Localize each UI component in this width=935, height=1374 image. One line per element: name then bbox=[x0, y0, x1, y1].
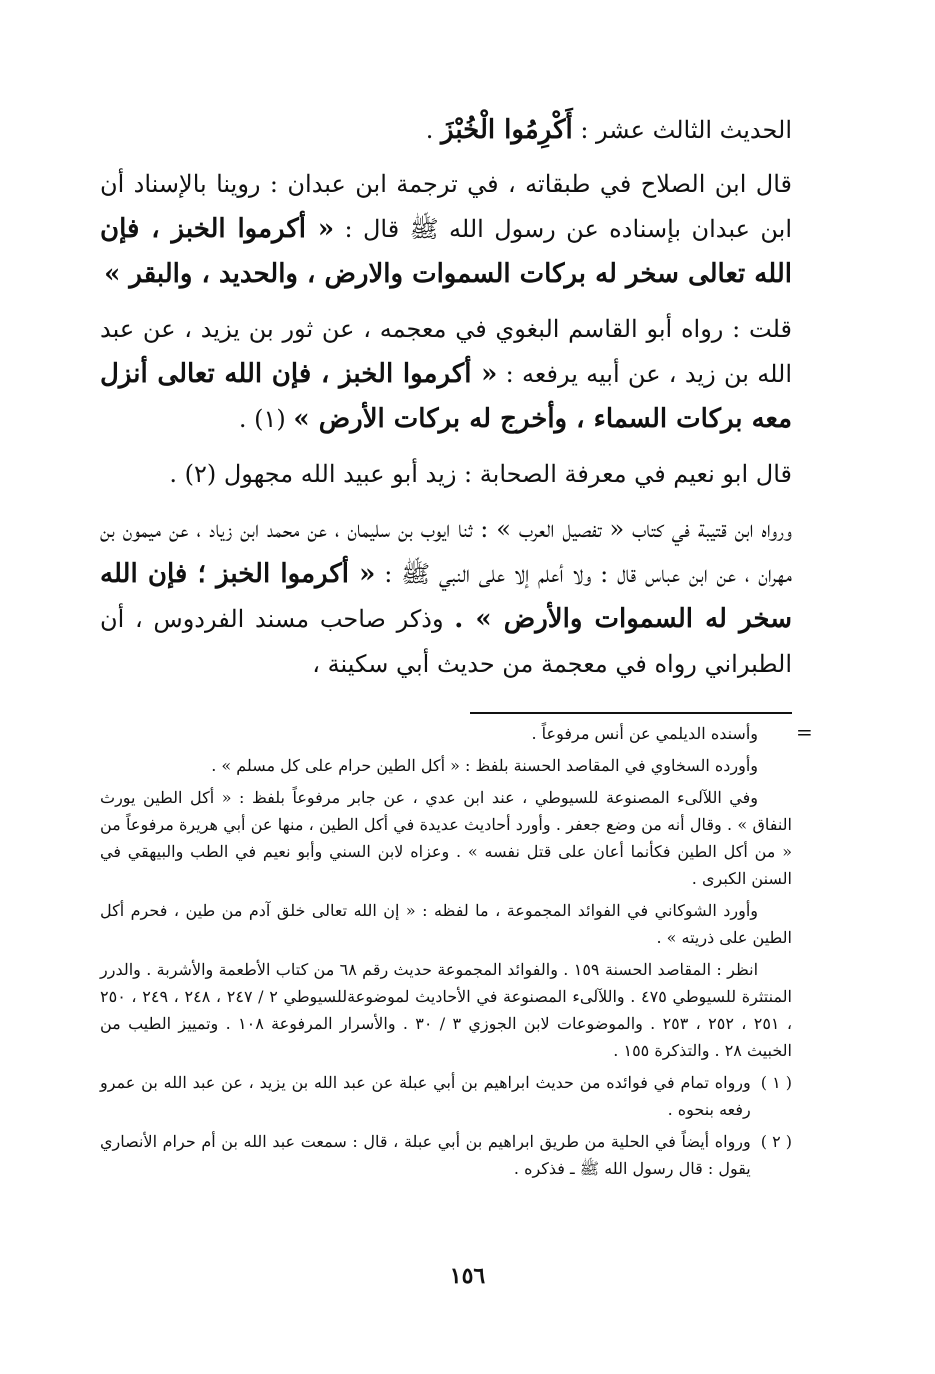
footnote-number: ( ١ ) bbox=[760, 1073, 792, 1092]
footnote-line: وأورد الشوكاني في الفوائد المجموعة ، ما لفظه : « إن الله تعالى خلق آدم من طين ، فحرم أكل الطين على ذريته » . bbox=[100, 901, 792, 947]
main-text bbox=[100, 108, 792, 697]
hadith-heading bbox=[100, 108, 792, 152]
hadith-quote: « أكرموا الخبز ؛ فإن الله سخر له السموات والأرض » . bbox=[100, 559, 792, 634]
heading-intro: الحديث الثالث عشر : bbox=[572, 116, 792, 144]
hadith-quote: « أكرموا الخبز ، فإن الله تعالى سخر له بركات السموات والارض ، والحديد ، والبقر » bbox=[100, 214, 792, 289]
paragraph-tail: (١) . bbox=[238, 405, 294, 433]
paragraph-4 bbox=[100, 507, 792, 687]
footnote-number: ( ٢ ) bbox=[760, 1132, 792, 1151]
paragraph-2 bbox=[100, 307, 792, 442]
numbered-footnote-2 bbox=[100, 1128, 792, 1182]
paragraph-text: قال ابو نعيم في معرفة الصحابة : زيد أبو عبيد الله مجهول (٢) . bbox=[169, 460, 792, 488]
paragraph-text: ورواه ابن قتيبة في كتاب « تفصيل العرب » : ثنا ايوب بن سليمان ، عن محمد ابن زياد ، عن ميمون بن مهران ، عن ابن عباس قال : ولا أعلم إلا على النبي ﷺ : bbox=[100, 515, 792, 588]
heading-end: . bbox=[425, 116, 441, 144]
page-number: ١٥٦ bbox=[449, 1263, 486, 1289]
footnote-line: وأسنده الديلمي عن أنس مرفوعاً . bbox=[531, 724, 758, 743]
footnote-continuation-marker: = bbox=[796, 720, 813, 744]
footnote-text: ورواه أيضاً في الحلية من طريق ابراهيم بن أبي عبلة ، قال : سمعت عبد الله بن أم حرام الأنصاري يقول : قال رسول الله ﷺ ـ فذكره . bbox=[100, 1132, 751, 1178]
footnote-text: ورواه تمام في فوائده من حديث ابراهيم بن أبي عبلة عن عبد الله بن يزيد ، عن عبد الله بن عمرو رفعه بنحوه . bbox=[100, 1073, 751, 1119]
numbered-footnote-1 bbox=[100, 1069, 792, 1123]
heading-title: أَكْرِمُوا الْخُبْزَ bbox=[440, 115, 573, 145]
footnote-line: وفي اللآلىء المصنوعة للسيوطي ، عند ابن عدي ، عن جابر مرفوعاً بلفظ : « أكل الطين يورث النفاق » . وقال أنه من وضع جعفر . وأورد أحاديث عديدة في أكل الطين ، منها عن أبي هريرة مرفوعاً من « من أكل الطين فكأنما أعان على قتل نفسه » . وعزاه لابن السني وأبو نعيم في الطب والبيهقي في السنن الكبرى . bbox=[100, 788, 792, 888]
paragraph-3 bbox=[100, 452, 792, 497]
paragraph-1 bbox=[100, 162, 792, 297]
paragraph-text: قال ابن الصلاح في طبقاته ، في ترجمة ابن عبدان : روينا بالإسناد أن ابن عبدان بإسناده عن رسول الله ﷺ قال : bbox=[100, 170, 792, 243]
hadith-quote: « أكرموا الخبز ، فإن الله تعالى أنزل معه بركات السماء ، وأخرج له بركات الأرض » bbox=[100, 359, 792, 434]
footnote-separator bbox=[470, 712, 792, 714]
paragraph-tail: وذكر صاحب مسند الفردوس ، أن الطبراني رواه في معجمة من حديث أبي سكينة ، bbox=[100, 605, 792, 678]
footnotes bbox=[100, 720, 792, 1187]
footnote-line: وأورده السخاوي في المقاصد الحسنة بلفظ : « أكل الطين حرام على كل مسلم » . bbox=[211, 756, 758, 775]
paragraph-text: قلت : رواه أبو القاسم البغوي في معجمه ، عن ثور بن يزيد ، عن عبد الله بن زيد ، عن أبيه يرفعه : bbox=[100, 315, 793, 388]
footnote-line: انظر : المقاصد الحسنة ١٥٩ . والفوائد المجموعة حديث رقم ٦٨ من كتاب الأطعمة والأشربة . والدرر المنتثرة للسيوطي ٤٧٥ . واللآلىء المصنوعة في الأحاديث لموضوعةللسيوطي ٢ / ٢٤٧ ، ٢٤٨ ، ٢٤٩ ، ٢٥٠ ، ٢٥١ ، ٢٥٢ ، ٢٥٣ . والموضوعات لابن الجوزي ٣ / ٣٠ . والأسرار المرفوعة ١٠٨ . وتمييز الطيب من الخبيث ٢٨ . والتذكرة ١٥٥ . bbox=[100, 960, 793, 1060]
